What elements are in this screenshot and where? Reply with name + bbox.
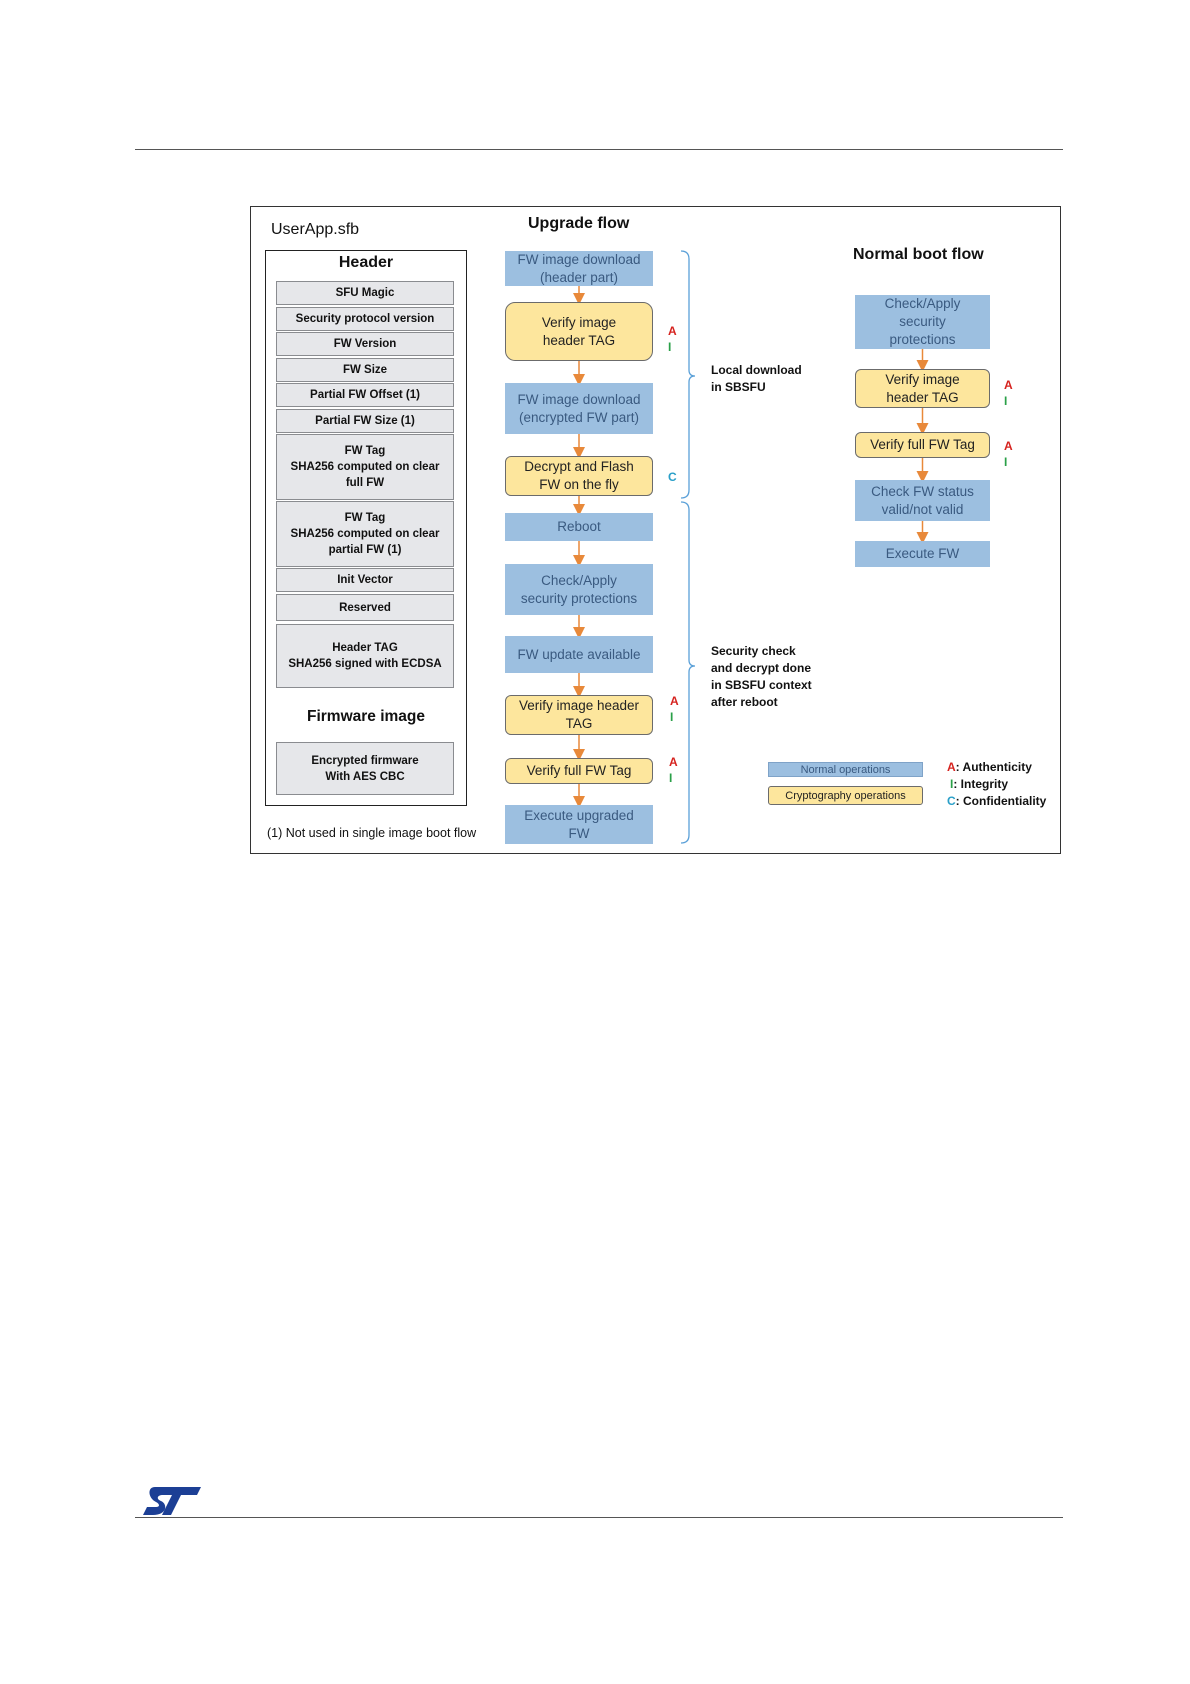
boot-step-1 [855, 295, 990, 349]
upgrade-step-line: security protections [520, 590, 638, 606]
firmware-image-title: Firmware image [306, 708, 426, 725]
header-field-line: FW Size [342, 364, 388, 376]
group-label-security-check [711, 643, 812, 711]
upgrade-step-line: Verify full FW Tag [526, 763, 632, 778]
header-field-line: partial FW (1) [328, 544, 402, 556]
boot-step-line: Check FW status [871, 483, 974, 499]
firmware-line-1: Encrypted firmware [311, 754, 419, 767]
boot-step-line: Check/Apply [884, 296, 961, 311]
header-field-line: SFU Magic [335, 287, 395, 299]
upgrade-step-mark-c: C [668, 470, 677, 484]
upgrade-step-mark-a: A [668, 324, 677, 338]
upgrade-step-line: FW on the fly [539, 477, 619, 492]
boot-step-line: Execute FW [885, 546, 960, 561]
upgrade-step-line: (encrypted FW part) [518, 409, 640, 425]
upgrade-step-mark-a: A [669, 755, 678, 769]
upgrade-step-1 [505, 251, 653, 286]
boot-step-mark-i: I [1004, 394, 1008, 408]
boot-step-line: protections [889, 332, 956, 347]
header-field-line: SHA256 computed on clear [290, 528, 440, 540]
group-local-line-2: in SBSFU [711, 380, 766, 394]
footnote: (1) Not used in single image boot flow [267, 826, 477, 840]
legend-normal-swatch: Normal operations [768, 762, 923, 777]
legend-mark-confidentiality: C: Confidentiality [947, 794, 1047, 808]
boot-step-4 [855, 480, 990, 521]
header-field-line: SHA256 computed on clear [290, 461, 440, 473]
group-label-local-download [711, 362, 802, 396]
page-bottom-rule [135, 1517, 1063, 1518]
upgrade-step-line: Verify image [541, 314, 617, 330]
upgrade-step-line: Check/Apply [541, 572, 617, 588]
upgrade-step-line: FW [568, 825, 590, 841]
upgrade-step-mark-i: I [669, 771, 673, 785]
upgrade-step-line: TAG [565, 716, 593, 731]
header-field-line: FW Tag [344, 445, 386, 457]
normal-boot-flow-title: Normal boot flow [853, 246, 984, 263]
boot-step-2 [855, 369, 990, 408]
upgrade-step-mark-i: I [670, 710, 674, 724]
upgrade-step-2 [505, 302, 653, 361]
upgrade-flow-title: Upgrade flow [528, 215, 630, 232]
header-title: Header [338, 254, 394, 271]
upgrade-step-4 [505, 456, 653, 496]
header-field-line: Security protocol version [295, 313, 435, 325]
boot-step-line: valid/not valid [881, 501, 964, 517]
upgrade-step-line: Reboot [557, 519, 601, 534]
header-field-line: SHA256 signed with ECDSA [288, 658, 442, 670]
brace-local-download [681, 251, 695, 498]
file-name: UserApp.sfb [271, 221, 360, 238]
header-field-line: Partial FW Size (1) [315, 415, 415, 427]
upgrade-step-3 [505, 383, 653, 434]
boot-step-5 [855, 541, 990, 567]
header-field-line: FW Tag [344, 512, 386, 524]
upgrade-step-line: FW image download [517, 391, 641, 407]
legend-mark-integrity: I: Integrity [950, 777, 1009, 791]
upgrade-step-line: Decrypt and Flash [524, 459, 634, 474]
upgrade-step-mark-a: A [670, 694, 679, 708]
upgrade-step-7 [505, 636, 653, 673]
upgrade-step-line: FW update available [517, 646, 641, 662]
header-field-line: Partial FW Offset (1) [310, 389, 420, 401]
brace-security-check [681, 502, 695, 843]
upgrade-step-line: Execute upgraded [524, 807, 634, 823]
upgrade-step-line: Verify image header [518, 698, 640, 713]
firmware-line-2: With AES CBC [325, 770, 405, 783]
boot-step-mark-i: I [1004, 455, 1008, 469]
group-local-line-1: Local download [711, 363, 802, 377]
upgrade-step-8 [505, 695, 653, 735]
group-security-line-3: in SBSFU context [711, 678, 812, 692]
header-field-line: FW Version [333, 338, 397, 350]
boot-step-line: Verify full FW Tag [870, 437, 975, 452]
group-security-line-1: Security check [711, 644, 796, 658]
upgrade-step-5 [505, 513, 653, 541]
upgrade-step-9 [505, 758, 653, 784]
group-security-line-2: and decrypt done [711, 661, 812, 675]
upgrade-step-mark-i: I [668, 340, 672, 354]
upgrade-step-line: FW image download [517, 251, 641, 267]
boot-step-mark-a: A [1004, 439, 1013, 453]
upgrade-step-line: header TAG [542, 332, 616, 348]
boot-step-3 [855, 432, 990, 458]
boot-step-line: header TAG [886, 389, 959, 405]
upgrade-step-10 [505, 805, 653, 844]
header-field-line: Init Vector [337, 574, 393, 586]
header-field-line: Reserved [339, 601, 391, 614]
header-field-line: full FW [345, 477, 385, 489]
legend-crypto-swatch: Cryptography operations [768, 786, 923, 805]
header-field-line: Header TAG [332, 642, 398, 654]
upgrade-step-6 [505, 564, 653, 615]
group-security-line-4: after reboot [711, 695, 778, 709]
boot-step-line: security [899, 314, 946, 329]
st-logo-icon [141, 1484, 203, 1518]
legend-marks [947, 759, 1046, 810]
boot-step-mark-a: A [1004, 378, 1013, 392]
legend-mark-authenticity: A: Authenticity [947, 760, 1032, 774]
boot-step-line: Verify image [885, 371, 960, 387]
upgrade-step-line: (header part) [539, 269, 619, 285]
